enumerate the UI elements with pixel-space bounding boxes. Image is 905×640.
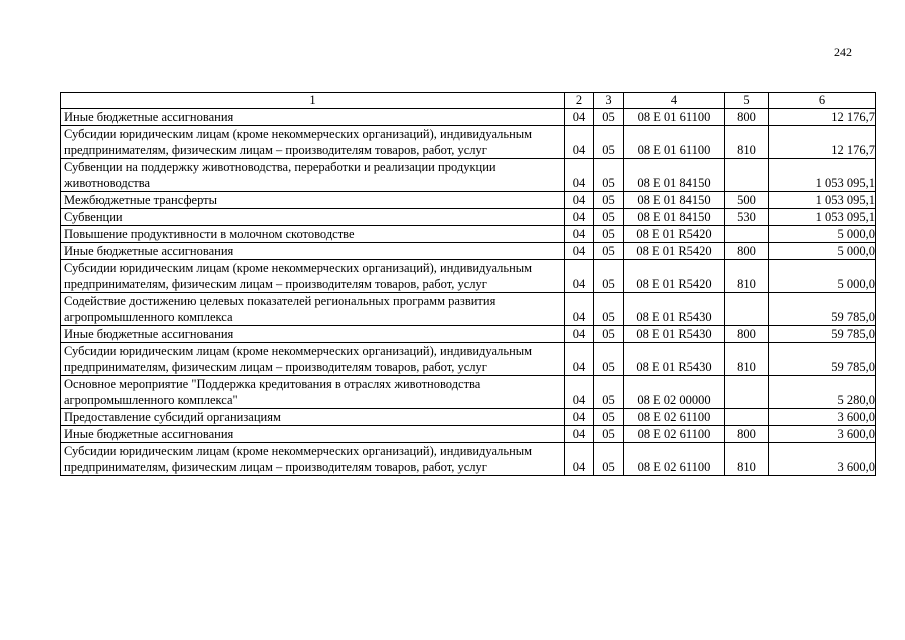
section-code-cell: 04 (565, 126, 594, 159)
amount-cell: 3 600,0 (769, 443, 876, 476)
section-code-cell: 04 (565, 159, 594, 192)
target-article-cell: 08 Е 01 84150 (624, 209, 725, 226)
table-row (61, 443, 876, 476)
row-name-cell: Повышение продуктивности в молочном скотоводстве (61, 226, 565, 243)
header-cell: 3 (594, 93, 624, 109)
subsection-code-cell: 05 (594, 443, 624, 476)
section-code-cell: 04 (565, 109, 594, 126)
subsection-code-cell: 05 (594, 326, 624, 343)
subsection-code-cell: 05 (594, 109, 624, 126)
target-article-cell: 08 Е 02 61100 (624, 426, 725, 443)
target-article-cell: 08 Е 01 R5420 (624, 243, 725, 260)
target-article-cell: 08 Е 01 R5430 (624, 326, 725, 343)
table-row (61, 343, 876, 376)
header-cell: 4 (624, 93, 725, 109)
subsection-code-cell: 05 (594, 376, 624, 409)
expense-type-cell: 810 (725, 260, 769, 293)
header-cell: 2 (565, 93, 594, 109)
target-article-cell: 08 Е 01 R5420 (624, 260, 725, 293)
row-name-cell: Субсидии юридическим лицам (кроме некоммерческих организаций), индивидуальным предпринимателям, физическим лицам – производителям товаров, работ, услуг (61, 260, 565, 293)
header-cell: 1 (61, 93, 565, 109)
amount-cell: 59 785,0 (769, 326, 876, 343)
expense-type-cell: 810 (725, 126, 769, 159)
target-article-cell: 08 Е 01 84150 (624, 192, 725, 209)
section-code-cell: 04 (565, 243, 594, 260)
table-row (61, 243, 876, 260)
expense-type-cell: 800 (725, 109, 769, 126)
amount-cell: 59 785,0 (769, 343, 876, 376)
row-name-cell: Субвенции (61, 209, 565, 226)
table-row (61, 426, 876, 443)
expense-type-cell (725, 293, 769, 326)
section-code-cell: 04 (565, 343, 594, 376)
row-name-cell: Субсидии юридическим лицам (кроме некоммерческих организаций), индивидуальным предпринимателям, физическим лицам – производителям товаров, работ, услуг (61, 343, 565, 376)
expense-type-cell (725, 376, 769, 409)
row-name-cell: Предоставление субсидий организациям (61, 409, 565, 426)
section-code-cell: 04 (565, 260, 594, 293)
subsection-code-cell: 05 (594, 226, 624, 243)
budget-table (60, 92, 876, 476)
row-name-cell: Иные бюджетные ассигнования (61, 109, 565, 126)
table-row (61, 293, 876, 326)
section-code-cell: 04 (565, 426, 594, 443)
section-code-cell: 04 (565, 226, 594, 243)
amount-cell: 3 600,0 (769, 409, 876, 426)
amount-cell: 1 053 095,1 (769, 159, 876, 192)
expense-type-cell: 530 (725, 209, 769, 226)
amount-cell: 5 000,0 (769, 226, 876, 243)
subsection-code-cell: 05 (594, 343, 624, 376)
row-name-cell: Основное мероприятие "Поддержка кредитования в отраслях животноводства агропромышленного комплекса" (61, 376, 565, 409)
section-code-cell: 04 (565, 409, 594, 426)
row-name-cell: Субсидии юридическим лицам (кроме некоммерческих организаций), индивидуальным предпринимателям, физическим лицам – производителям товаров, работ, услуг (61, 126, 565, 159)
expense-type-cell: 810 (725, 443, 769, 476)
table-row (61, 326, 876, 343)
expense-type-cell: 800 (725, 326, 769, 343)
table-row (61, 226, 876, 243)
subsection-code-cell: 05 (594, 409, 624, 426)
target-article-cell: 08 Е 01 R5430 (624, 293, 725, 326)
amount-cell: 1 053 095,1 (769, 192, 876, 209)
amount-cell: 12 176,7 (769, 126, 876, 159)
target-article-cell: 08 Е 01 84150 (624, 159, 725, 192)
table-row (61, 260, 876, 293)
section-code-cell: 04 (565, 293, 594, 326)
amount-cell: 3 600,0 (769, 426, 876, 443)
row-name-cell: Иные бюджетные ассигнования (61, 426, 565, 443)
amount-cell: 59 785,0 (769, 293, 876, 326)
amount-cell: 1 053 095,1 (769, 209, 876, 226)
table-row (61, 409, 876, 426)
table-row (61, 192, 876, 209)
expense-type-cell (725, 226, 769, 243)
section-code-cell: 04 (565, 192, 594, 209)
section-code-cell: 04 (565, 443, 594, 476)
expense-type-cell (725, 409, 769, 426)
table-row (61, 109, 876, 126)
row-name-cell: Межбюджетные трансферты (61, 192, 565, 209)
expense-type-cell: 800 (725, 243, 769, 260)
table-header-row (61, 93, 876, 109)
expense-type-cell: 810 (725, 343, 769, 376)
target-article-cell: 08 Е 01 61100 (624, 109, 725, 126)
expense-type-cell (725, 159, 769, 192)
table-row (61, 126, 876, 159)
page-number: 242 (834, 45, 852, 59)
target-article-cell: 08 Е 02 00000 (624, 376, 725, 409)
subsection-code-cell: 05 (594, 209, 624, 226)
subsection-code-cell: 05 (594, 426, 624, 443)
expense-type-cell: 800 (725, 426, 769, 443)
row-name-cell: Иные бюджетные ассигнования (61, 326, 565, 343)
section-code-cell: 04 (565, 376, 594, 409)
section-code-cell: 04 (565, 326, 594, 343)
amount-cell: 12 176,7 (769, 109, 876, 126)
expense-type-cell: 500 (725, 192, 769, 209)
table-row (61, 159, 876, 192)
target-article-cell: 08 Е 01 R5430 (624, 343, 725, 376)
row-name-cell: Иные бюджетные ассигнования (61, 243, 565, 260)
amount-cell: 5 280,0 (769, 376, 876, 409)
subsection-code-cell: 05 (594, 126, 624, 159)
header-cell: 5 (725, 93, 769, 109)
target-article-cell: 08 Е 02 61100 (624, 443, 725, 476)
target-article-cell: 08 Е 01 R5420 (624, 226, 725, 243)
header-cell: 6 (769, 93, 876, 109)
target-article-cell: 08 Е 01 61100 (624, 126, 725, 159)
subsection-code-cell: 05 (594, 243, 624, 260)
row-name-cell: Субвенции на поддержку животноводства, переработки и реализации продукции животноводства (61, 159, 565, 192)
table-row (61, 209, 876, 226)
target-article-cell: 08 Е 02 61100 (624, 409, 725, 426)
subsection-code-cell: 05 (594, 159, 624, 192)
section-code-cell: 04 (565, 209, 594, 226)
subsection-code-cell: 05 (594, 192, 624, 209)
row-name-cell: Субсидии юридическим лицам (кроме некоммерческих организаций), индивидуальным предпринимателям, физическим лицам – производителям товаров, работ, услуг (61, 443, 565, 476)
amount-cell: 5 000,0 (769, 243, 876, 260)
table-row (61, 376, 876, 409)
subsection-code-cell: 05 (594, 293, 624, 326)
row-name-cell: Содействие достижению целевых показателей региональных программ развития агропромышленного комплекса (61, 293, 565, 326)
subsection-code-cell: 05 (594, 260, 624, 293)
amount-cell: 5 000,0 (769, 260, 876, 293)
